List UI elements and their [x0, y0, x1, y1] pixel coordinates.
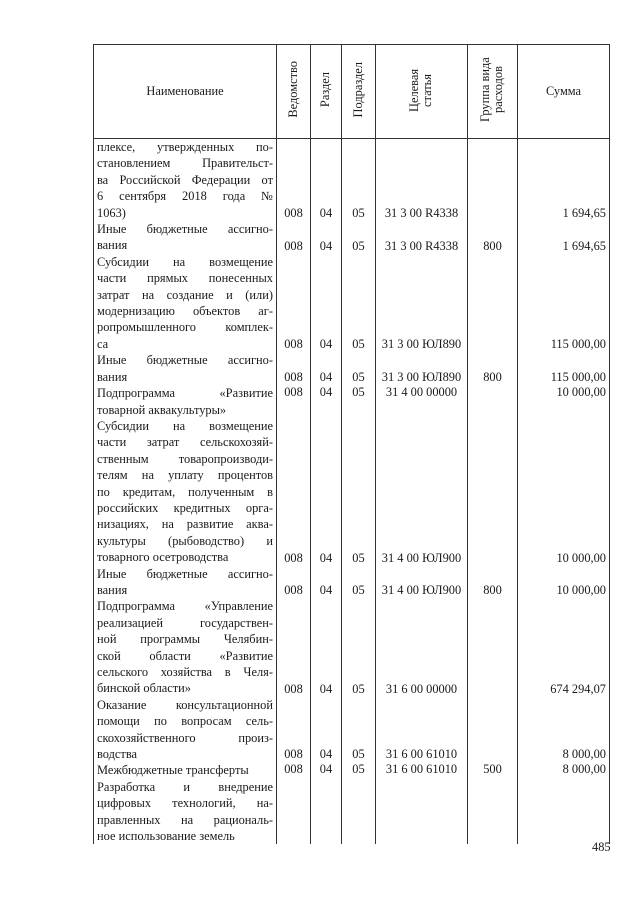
header-summa: Сумма: [518, 45, 610, 139]
row-vedomstvo: 008: [277, 221, 311, 254]
row-name-line: культуры (рыбоводство) и: [97, 533, 273, 548]
row-name-line: Оказание консультационной: [97, 697, 273, 712]
row-celevaya: 31 3 00 ЮЛ890: [376, 352, 468, 385]
row-name-line: Субсидии на возмещение: [97, 254, 273, 269]
row-razdel: 04: [311, 385, 342, 418]
row-name-line: вания: [97, 369, 128, 384]
page-number: 485: [592, 840, 611, 854]
row-summa: 8 000,00: [518, 762, 610, 778]
row-summa: 1 694,65: [518, 221, 610, 254]
row-celevaya: [376, 779, 468, 845]
row-celevaya: 31 4 00 ЮЛ900: [376, 418, 468, 566]
row-summa: 8 000,00: [518, 697, 610, 763]
row-name-line: ной программы Челябин-: [97, 632, 273, 647]
row-name-line: части прямых понесенных: [97, 271, 273, 286]
row-name-line: скохозяйственного произ-: [97, 730, 273, 745]
row-celevaya: 31 6 00 00000: [376, 598, 468, 696]
row-celevaya: 31 6 00 61010: [376, 697, 468, 763]
row-gruppa: [468, 779, 518, 845]
row-name: [94, 352, 277, 385]
table-row: [94, 352, 610, 385]
row-name: [94, 418, 277, 566]
row-celevaya: 31 6 00 61010: [376, 762, 468, 778]
row-name-line: Субсидии на возмещение: [97, 418, 273, 433]
row-name-line: ской области «Развитие: [97, 648, 273, 663]
row-razdel: 04: [311, 566, 342, 599]
row-celevaya: 31 4 00 ЮЛ900: [376, 566, 468, 599]
table-row: [94, 566, 610, 599]
row-name: [94, 762, 277, 778]
row-podrazdel: 05: [342, 566, 376, 599]
table-header-row: [94, 45, 610, 139]
row-vedomstvo: 008: [277, 385, 311, 418]
row-name-line: товарной аквакультуры»: [97, 402, 227, 417]
row-summa: 10 000,00: [518, 385, 610, 418]
row-name-line: Подпрограмма «Управление: [97, 599, 273, 614]
row-name-line: 6 сентября 2018 года №: [97, 189, 273, 204]
table-row: [94, 254, 610, 352]
row-gruppa: [468, 697, 518, 763]
table-row: [94, 598, 610, 696]
row-gruppa: [468, 139, 518, 222]
table-row: [94, 385, 610, 418]
row-name-line: ва Российской Федерации от: [97, 172, 273, 187]
row-gruppa: 800: [468, 566, 518, 599]
row-name-line: цифровых технологий, на-: [97, 796, 273, 811]
row-razdel: 04: [311, 418, 342, 566]
row-celevaya: 31 3 00 R4338: [376, 221, 468, 254]
row-name-line: Подпрограмма «Развитие: [97, 386, 273, 401]
row-name: [94, 697, 277, 763]
row-name-line: водства: [97, 747, 138, 762]
row-celevaya: 31 3 00 R4338: [376, 139, 468, 222]
row-name-line: модернизацию объектов аг-: [97, 304, 273, 319]
row-name-line: Разработка и внедрение: [97, 779, 273, 794]
row-summa: 115 000,00: [518, 352, 610, 385]
row-vedomstvo: 008: [277, 598, 311, 696]
header-razdel: Раздел: [311, 45, 342, 139]
table-row: [94, 139, 610, 222]
row-razdel: 04: [311, 697, 342, 763]
header-celevaya: Целевая статья: [376, 45, 468, 139]
row-summa: 1 694,65: [518, 139, 610, 222]
row-razdel: 04: [311, 352, 342, 385]
row-razdel: 04: [311, 598, 342, 696]
row-summa: 674 294,07: [518, 598, 610, 696]
row-podrazdel: 05: [342, 254, 376, 352]
row-podrazdel: 05: [342, 221, 376, 254]
row-vedomstvo: 008: [277, 352, 311, 385]
table-row: [94, 418, 610, 566]
row-podrazdel: 05: [342, 762, 376, 778]
table-row: [94, 221, 610, 254]
row-gruppa: 500: [468, 762, 518, 778]
row-name-line: сельского хозяйства в Челя-: [97, 665, 273, 679]
row-gruppa: [468, 385, 518, 418]
row-summa: [518, 779, 610, 845]
row-name-line: Межбюджетные трансферты: [97, 763, 249, 778]
header-podrazdel: Подраздел: [342, 45, 376, 139]
row-name-line: 1063): [97, 205, 126, 220]
table-body: [94, 139, 610, 845]
row-podrazdel: 05: [342, 697, 376, 763]
header-vedomstvo: Ведомство: [277, 45, 311, 139]
row-name-line: телям на уплату процентов: [97, 468, 273, 483]
row-celevaya: 31 4 00 00000: [376, 385, 468, 418]
row-summa: 10 000,00: [518, 566, 610, 599]
row-podrazdel: 05: [342, 385, 376, 418]
row-name: [94, 221, 277, 254]
row-gruppa: [468, 254, 518, 352]
row-name: [94, 566, 277, 599]
row-name-line: российских кредитных орга-: [97, 500, 273, 515]
row-name-line: вания: [97, 582, 128, 597]
row-name-line: Иные бюджетные ассигно-: [97, 353, 273, 368]
row-razdel: 04: [311, 254, 342, 352]
row-gruppa: 800: [468, 352, 518, 385]
row-gruppa: [468, 418, 518, 566]
row-name-line: вания: [97, 238, 128, 253]
row-razdel: 04: [311, 221, 342, 254]
row-name-line: са: [97, 336, 109, 351]
header-name: Наименование: [94, 45, 277, 139]
row-podrazdel: 05: [342, 418, 376, 566]
row-name: [94, 779, 277, 845]
row-vedomstvo: 008: [277, 697, 311, 763]
row-name-line: по кредитам, полученным в: [97, 484, 273, 499]
row-name-line: плексе, утвержденных по-: [97, 140, 273, 154]
row-vedomstvo: 008: [277, 762, 311, 778]
row-razdel: [311, 779, 342, 845]
row-name-line: низациях, на развитие аква-: [97, 517, 273, 532]
table-row: [94, 697, 610, 763]
row-name-line: ное использование земель: [97, 829, 235, 844]
row-vedomstvo: [277, 779, 311, 845]
row-vedomstvo: 008: [277, 566, 311, 599]
row-gruppa: [468, 598, 518, 696]
row-name-line: товарного осетроводства: [97, 550, 229, 565]
budget-table: [93, 44, 610, 844]
row-podrazdel: [342, 779, 376, 845]
row-name-line: затрат на создание и (или): [97, 287, 273, 302]
row-name-line: реализацией государствен-: [97, 615, 273, 630]
row-name: [94, 598, 277, 696]
table-row: [94, 779, 610, 845]
row-name-line: становлением Правительст-: [97, 156, 273, 171]
row-summa: 10 000,00: [518, 418, 610, 566]
row-name-line: бинской области»: [97, 681, 191, 696]
row-name-line: Иные бюджетные ассигно-: [97, 222, 273, 237]
row-name-line: правленных на рациональ-: [97, 812, 273, 827]
row-gruppa: 800: [468, 221, 518, 254]
row-name-line: ственным товаропроизводи-: [97, 451, 273, 466]
row-name: [94, 254, 277, 352]
row-celevaya: 31 3 00 ЮЛ890: [376, 254, 468, 352]
row-vedomstvo: 008: [277, 139, 311, 222]
row-summa: 115 000,00: [518, 254, 610, 352]
row-razdel: 04: [311, 139, 342, 222]
row-vedomstvo: 008: [277, 418, 311, 566]
header-gruppa: Группа вида расходов: [468, 45, 518, 139]
table-row: [94, 762, 610, 778]
row-name-line: ропромышленного комплек-: [97, 320, 273, 335]
row-podrazdel: 05: [342, 598, 376, 696]
row-podrazdel: 05: [342, 352, 376, 385]
row-vedomstvo: 008: [277, 254, 311, 352]
row-name: [94, 385, 277, 418]
row-name-line: Иные бюджетные ассигно-: [97, 566, 273, 581]
row-name-line: части затрат сельскохозяй-: [97, 435, 273, 450]
row-name: [94, 139, 277, 222]
row-name-line: помощи по вопросам сель-: [97, 714, 273, 729]
row-razdel: 04: [311, 762, 342, 778]
row-podrazdel: 05: [342, 139, 376, 222]
